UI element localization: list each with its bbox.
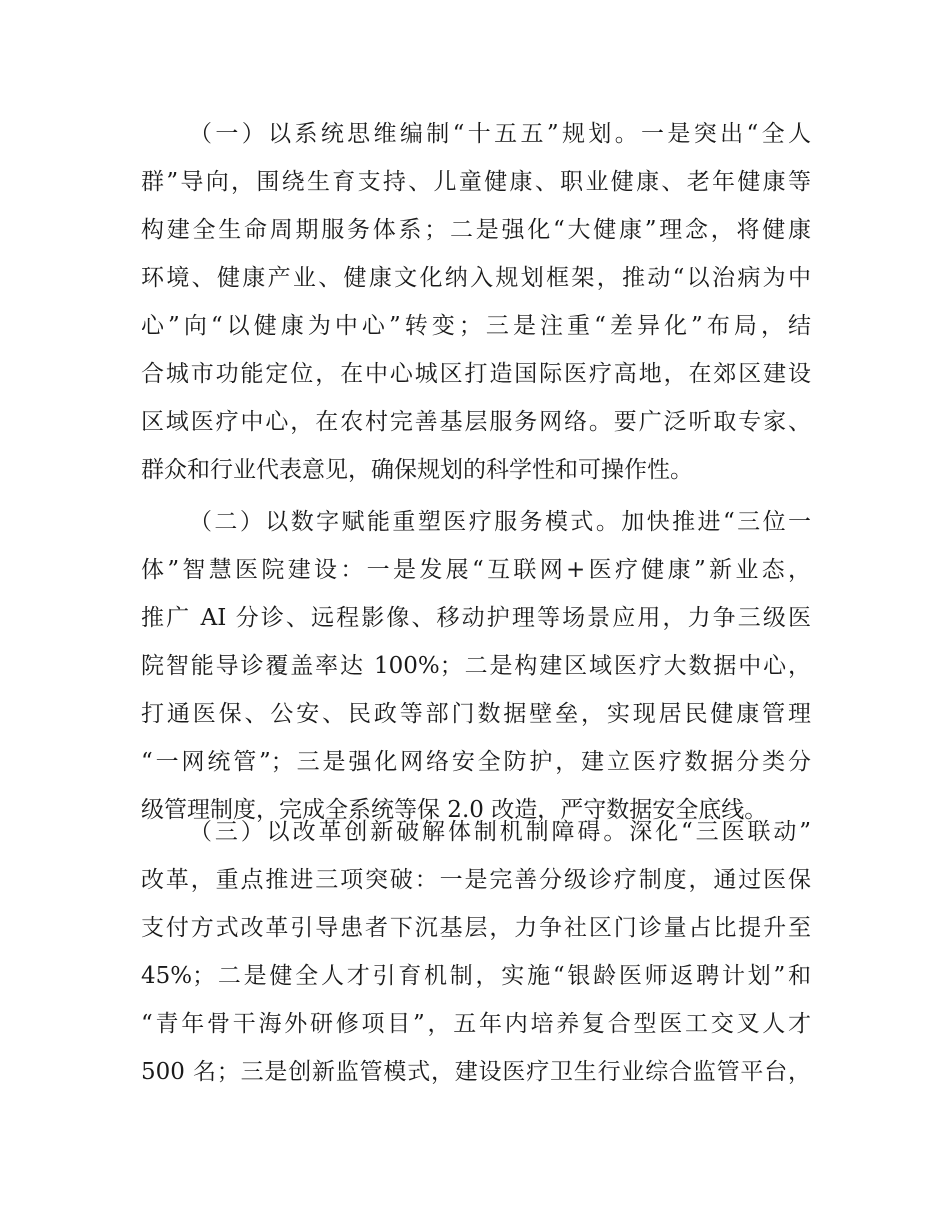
text-line: 改革，重点推进三项突破：一是完善分级诊疗制度，通过医保	[141, 867, 811, 893]
text-line: 体”智慧医院建设：一是发展“互联网+医疗健康”新业态，	[141, 557, 811, 583]
text-line: 构建全生命周期服务体系；二是强化“大健康”理念，将健康	[141, 217, 811, 243]
text-line: 群众和行业代表意见，确保规划的科学性和可操作性。	[141, 457, 693, 483]
text-line: （二）以数字赋能重塑医疗服务模式。加快推进“三位一	[189, 509, 811, 535]
text-line: 院智能导诊覆盖率达 100%；二是构建区域医疗大数据中心，	[141, 653, 811, 679]
paragraph-1	[141, 110, 811, 494]
text-line: 合城市功能定位，在中心城区打造国际医疗高地，在郊区建设	[141, 361, 811, 387]
paragraph-2	[141, 498, 811, 834]
paragraph-3	[141, 808, 811, 1096]
text-line: 区域医疗中心，在农村完善基层服务网络。要广泛听取专家、	[141, 409, 811, 435]
text-line: 45%；二是健全人才引育机制，实施“银龄医师返聘计划”和	[141, 963, 811, 989]
text-line: 环境、健康产业、健康文化纳入规划框架，推动“以治病为中	[141, 265, 811, 291]
text-line: “一网统管”；三是强化网络安全防护，建立医疗数据分类分	[141, 749, 811, 775]
text-line: 心”向“以健康为中心”转变；三是注重“差异化”布局，结	[141, 313, 811, 339]
text-line: 级管理制度，完成全系统等保 2.0 改造，严守数据安全底线。	[141, 797, 768, 823]
text-line: “青年骨干海外研修项目”，五年内培养复合型医工交叉人才	[141, 1011, 811, 1037]
text-line: 群”导向，围绕生育支持、儿童健康、职业健康、老年健康等	[141, 169, 811, 195]
text-line: 支付方式改革引导患者下沉基层，力争社区门诊量占比提升至	[141, 915, 811, 941]
text-line: 打通医保、公安、民政等部门数据壁垒，实现居民健康管理	[141, 701, 811, 727]
text-line: （一）以系统思维编制“十五五”规划。一是突出“全人	[189, 121, 811, 147]
text-line: 500 名；三是创新监管模式，建设医疗卫生行业综合监管平台，	[141, 1059, 811, 1085]
text-line: 推广 AI 分诊、远程影像、移动护理等场景应用，力争三级医	[141, 605, 811, 631]
text-line: （三）以改革创新破解体制机制障碍。深化“三医联动”	[189, 819, 811, 845]
